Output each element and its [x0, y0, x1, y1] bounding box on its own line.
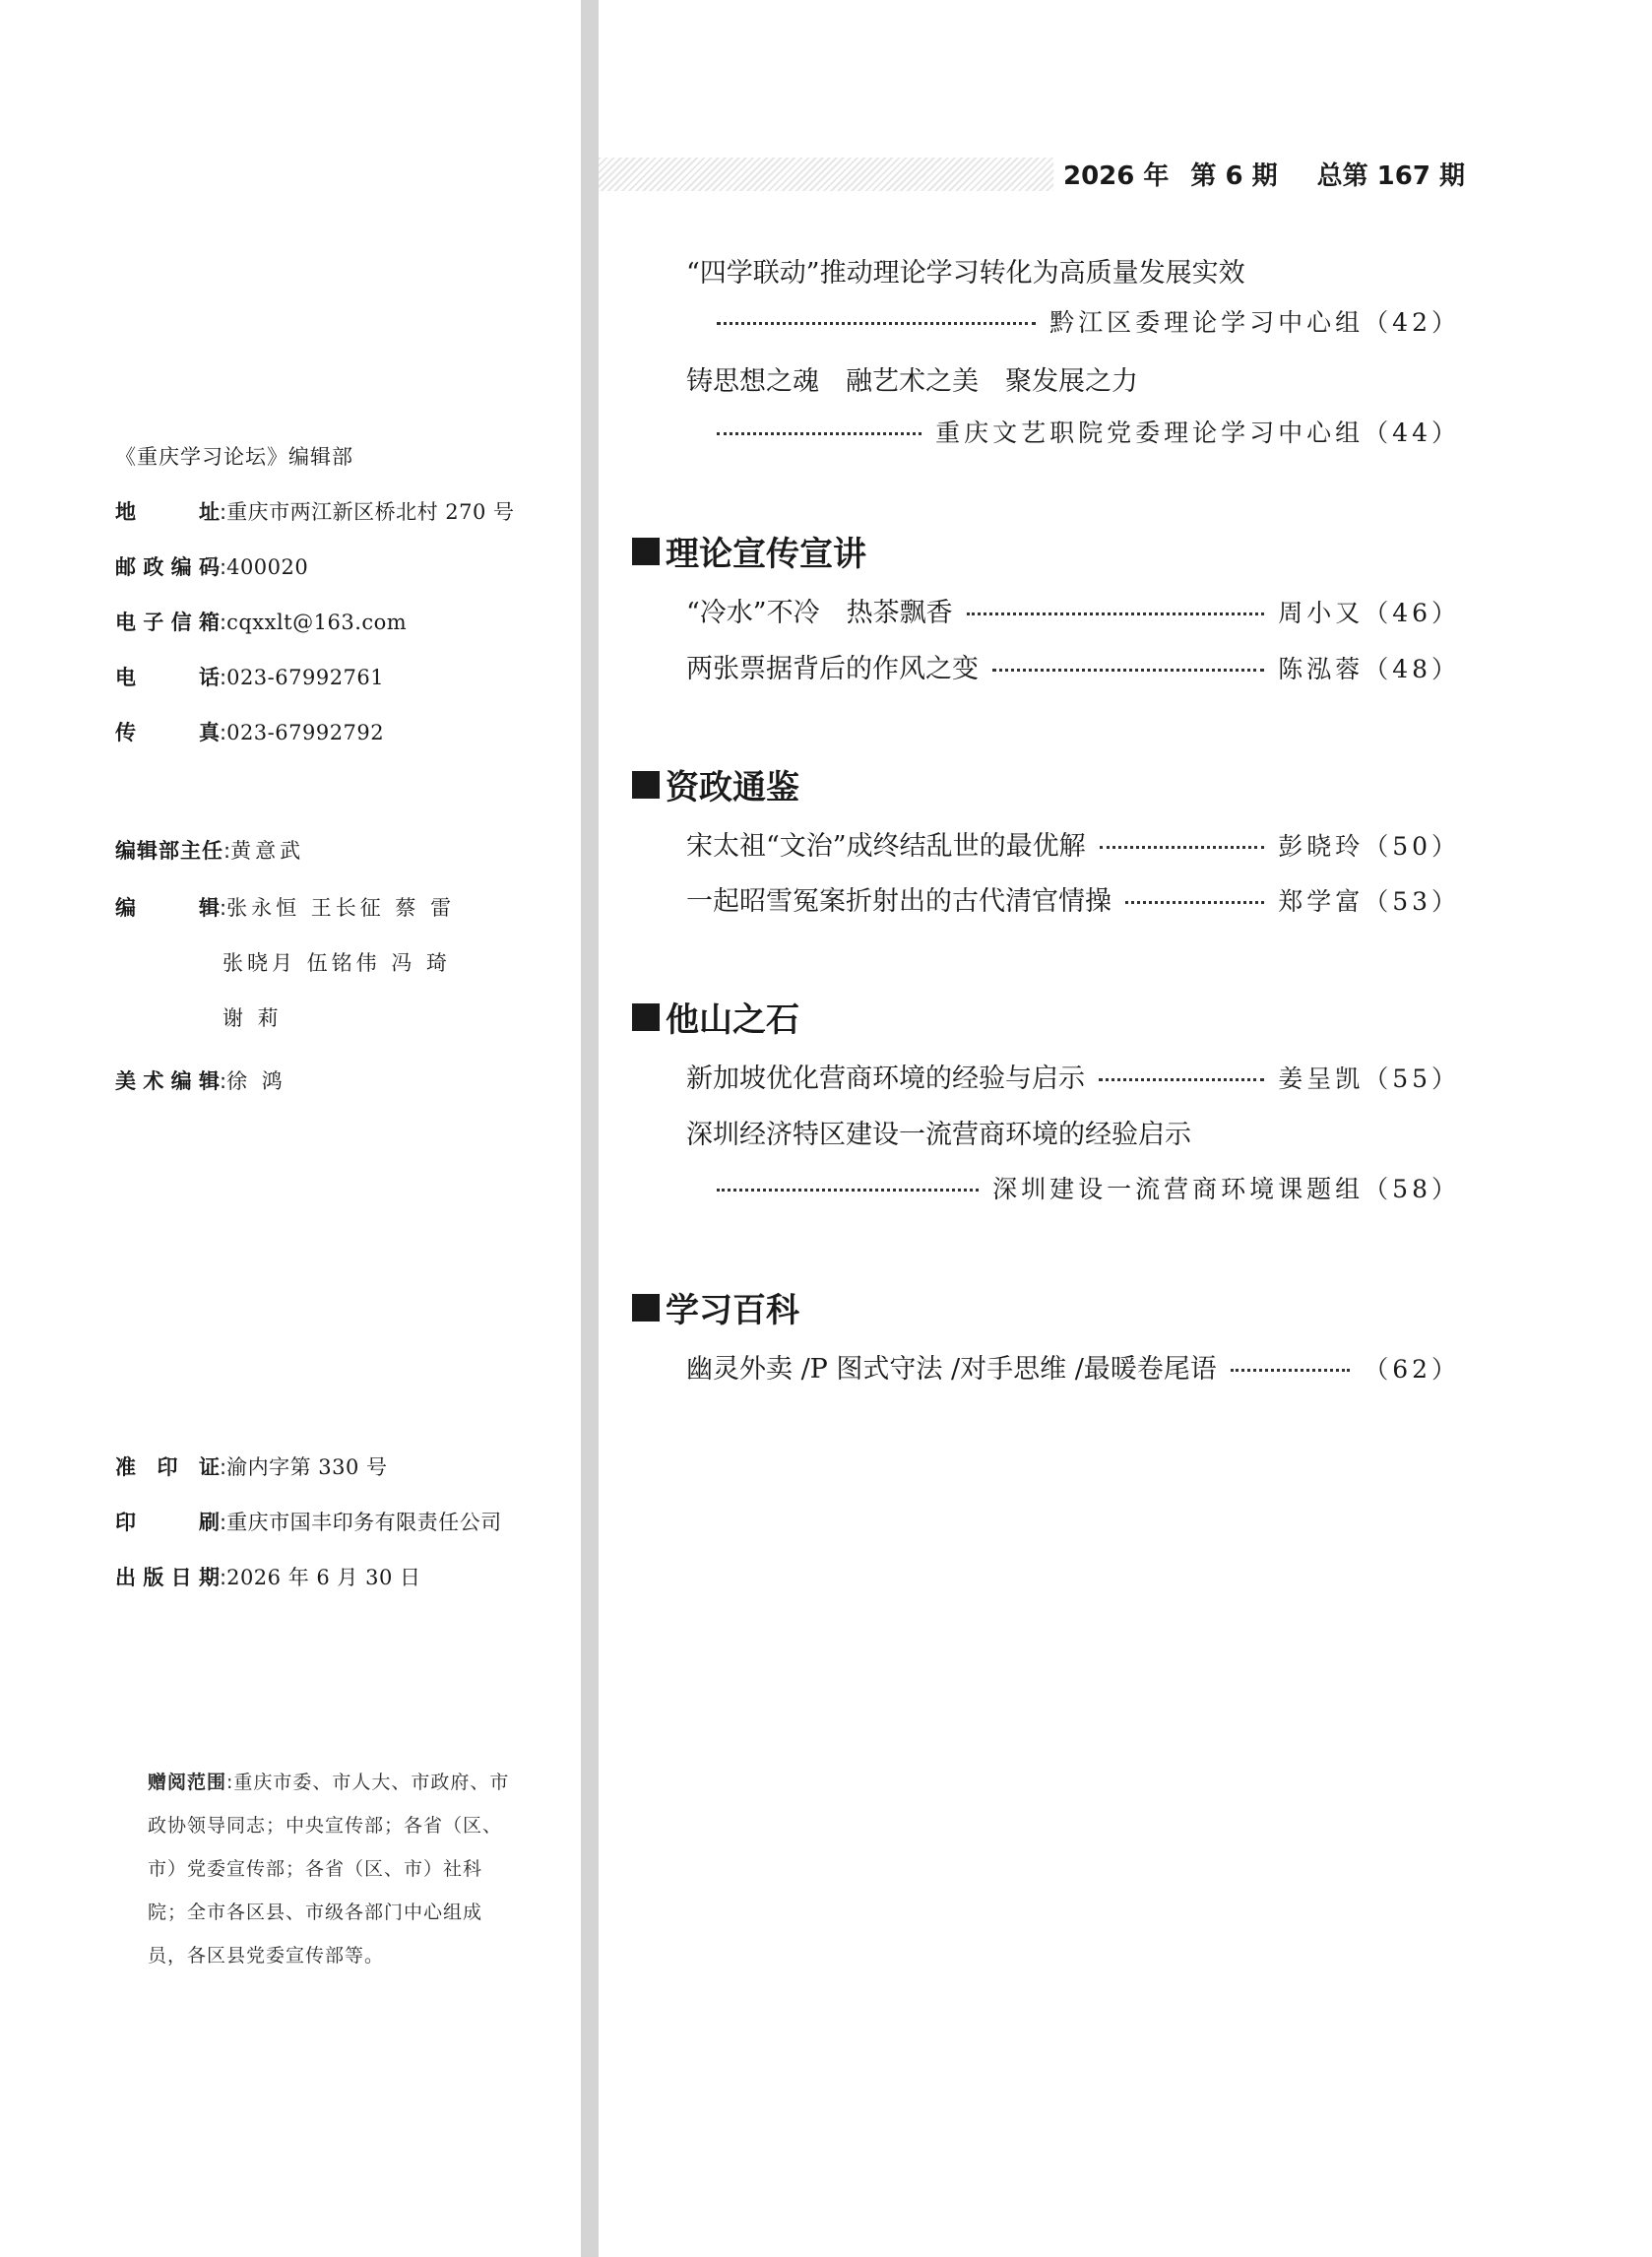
director-row: 编辑部主任:黄意武 — [115, 835, 304, 865]
toc-entry-author-line — [717, 414, 1460, 449]
section-heading-text: 资政通鉴 — [666, 768, 799, 807]
section-heading — [632, 760, 799, 808]
distribution-text: 重庆市委、市人大、市政府、市政协领导同志；中央宣传部；各省（区、市）党委宣传部；各省（区、市）社科院；全市各区县、市级各部门中心组成员，各区县党委宣传部等。 — [148, 1772, 510, 1967]
postal-value: 400020 — [226, 555, 309, 579]
editors-label: 编 辑 — [115, 896, 220, 920]
issue-year: 2026 年 — [1062, 161, 1170, 191]
toc-entry-title: 一起昭雪冤案折射出的古代清官情操 — [686, 886, 1112, 917]
toc-entry-author: 周小又（46） — [1278, 599, 1460, 627]
toc-entry-title: “冷水”不冷 热茶飘香 — [686, 598, 953, 628]
phone-row: 电 话:023-67992761 — [115, 662, 384, 691]
leader-dots — [992, 669, 1264, 672]
email-value: cqxxlt@163.com — [226, 611, 408, 634]
toc-entry-author: 深圳建设一流营商环境课题组（58） — [992, 1175, 1460, 1203]
permit-row: 准 印 证:渝内字第 330 号 — [115, 1451, 388, 1481]
leader-dots — [1099, 1078, 1264, 1081]
section-square-icon — [632, 1003, 660, 1031]
toc-entry-title: 幽灵外卖 /P 图式守法 /对手思维 /最暖卷尾语 — [686, 1354, 1217, 1385]
permit-label: 准 印 证 — [115, 1455, 220, 1479]
address-row: 地 址:重庆市两江新区桥北村 270 号 — [115, 496, 515, 526]
art-editor-value: 徐 鸿 — [226, 1069, 286, 1093]
editors-row: 编 辑:张永恒 王长征 蔡 雷 — [115, 892, 455, 922]
toc-entry-title: 新加坡优化营商环境的经验与启示 — [686, 1064, 1085, 1094]
fax-value: 023-67992792 — [226, 721, 385, 744]
section-heading — [632, 527, 866, 575]
section-heading-text: 学习百科 — [666, 1291, 799, 1330]
pub-date-row: 出版日期:2026 年 6 月 30 日 — [115, 1562, 420, 1591]
column-divider — [581, 0, 599, 2257]
section-square-icon — [632, 1294, 660, 1322]
fax-label: 传 真 — [115, 721, 220, 744]
leader-dots — [717, 432, 921, 435]
toc-entry-title: 两张票据背后的作风之变 — [686, 654, 979, 684]
issue-total: 总第 167 期 — [1316, 161, 1465, 191]
printer-value: 重庆市国丰印务有限责任公司 — [226, 1511, 502, 1534]
toc-entry-author: 彭晓玲（50） — [1278, 832, 1460, 861]
section-square-icon — [632, 538, 660, 565]
leader-dots — [717, 322, 1036, 325]
toc-entry[interactable] — [686, 824, 1460, 863]
distribution-scope: 赠阅范围:重庆市委、市人大、市政府、市政协领导同志；中央宣传部；各省（区、市）党委宣传部；各省（区、市）社科院；全市各区县、市级各部门中心组成员，各区县党委宣传部等。 — [148, 1772, 510, 1967]
toc-entry-title[interactable]: 深圳经济特区建设一流营商环境的经验启示 — [686, 1120, 1191, 1150]
address-label: 地 址 — [115, 500, 220, 524]
phone-value: 023-67992761 — [226, 666, 385, 689]
section-heading-text: 他山之石 — [666, 1000, 799, 1040]
toc-entry-author: 郑学富（53） — [1278, 887, 1460, 916]
permit-value: 渝内字第 330 号 — [226, 1455, 388, 1479]
phone-label: 电 话 — [115, 666, 220, 689]
email-label: 电子信箱 — [115, 611, 220, 634]
editors-line-3: 谢 莉 — [222, 1006, 283, 1030]
address-value: 重庆市两江新区桥北村 270 号 — [226, 500, 515, 524]
distribution-label: 赠阅范围 — [148, 1772, 227, 1793]
section-heading — [632, 993, 799, 1041]
toc-entry-author: 陈泓蓉（48） — [1278, 655, 1460, 683]
toc-entry-author: 黔江区委理论学习中心组（42） — [1049, 308, 1460, 337]
masthead-column — [0, 0, 581, 2257]
fax-row: 传 真:023-67992792 — [115, 717, 384, 746]
toc-entry[interactable] — [686, 1057, 1460, 1095]
director-label: 编辑部主任 — [115, 839, 223, 863]
toc-entry-author: （62） — [1364, 1355, 1460, 1384]
toc-entry[interactable] — [686, 879, 1460, 918]
toc-entry[interactable] — [686, 591, 1460, 629]
leader-dots — [1231, 1369, 1350, 1372]
art-editor-row: 美术编辑:徐 鸿 — [115, 1065, 286, 1095]
leader-dots — [967, 613, 1265, 615]
editors-line-2: 张晓月 伍铭伟 冯 琦 — [222, 951, 452, 975]
toc-entry-author-line — [717, 1170, 1460, 1205]
leader-dots — [717, 1189, 979, 1192]
toc-entry-author-line — [717, 303, 1460, 339]
postal-label: 邮政编码 — [115, 555, 220, 579]
postal-row: 邮政编码:400020 — [115, 551, 308, 581]
issue-header — [1053, 156, 1465, 192]
leader-dots — [1100, 846, 1265, 849]
section-square-icon — [632, 771, 660, 799]
printer-row: 印 刷:重庆市国丰印务有限责任公司 — [115, 1507, 502, 1536]
editors-line-1: 张永恒 王长征 蔡 雷 — [226, 896, 456, 920]
toc-entry-title[interactable]: “四学联动”推动理论学习转化为高质量发展实效 — [686, 258, 1245, 289]
pub-date-value: 2026 年 6 月 30 日 — [226, 1566, 421, 1589]
section-heading — [632, 1283, 799, 1331]
toc-entry-author: 姜呈凯（55） — [1278, 1064, 1460, 1093]
issue-number: 第 6 期 — [1190, 161, 1278, 191]
toc-entry-title: 宋太祖“文治”成终结乱世的最优解 — [686, 831, 1086, 862]
leader-dots — [1125, 901, 1264, 904]
email-row: 电子信箱:cqxxlt@163.com — [115, 607, 407, 636]
toc-entry[interactable] — [686, 647, 1460, 685]
art-editor-label: 美术编辑 — [115, 1069, 220, 1093]
editorial-office-title: 《重庆学习论坛》编辑部 — [115, 445, 353, 469]
printer-label: 印 刷 — [115, 1511, 220, 1534]
section-heading-text: 理论宣传宣讲 — [666, 535, 866, 574]
director-value: 黄意武 — [230, 839, 305, 863]
pub-date-label: 出版日期 — [115, 1566, 220, 1589]
toc-entry-title[interactable]: 铸思想之魂 融艺术之美 聚发展之力 — [686, 366, 1138, 397]
toc-entry[interactable] — [686, 1347, 1460, 1386]
toc-entry-author: 重庆文艺职院党委理论学习中心组（44） — [935, 419, 1460, 447]
